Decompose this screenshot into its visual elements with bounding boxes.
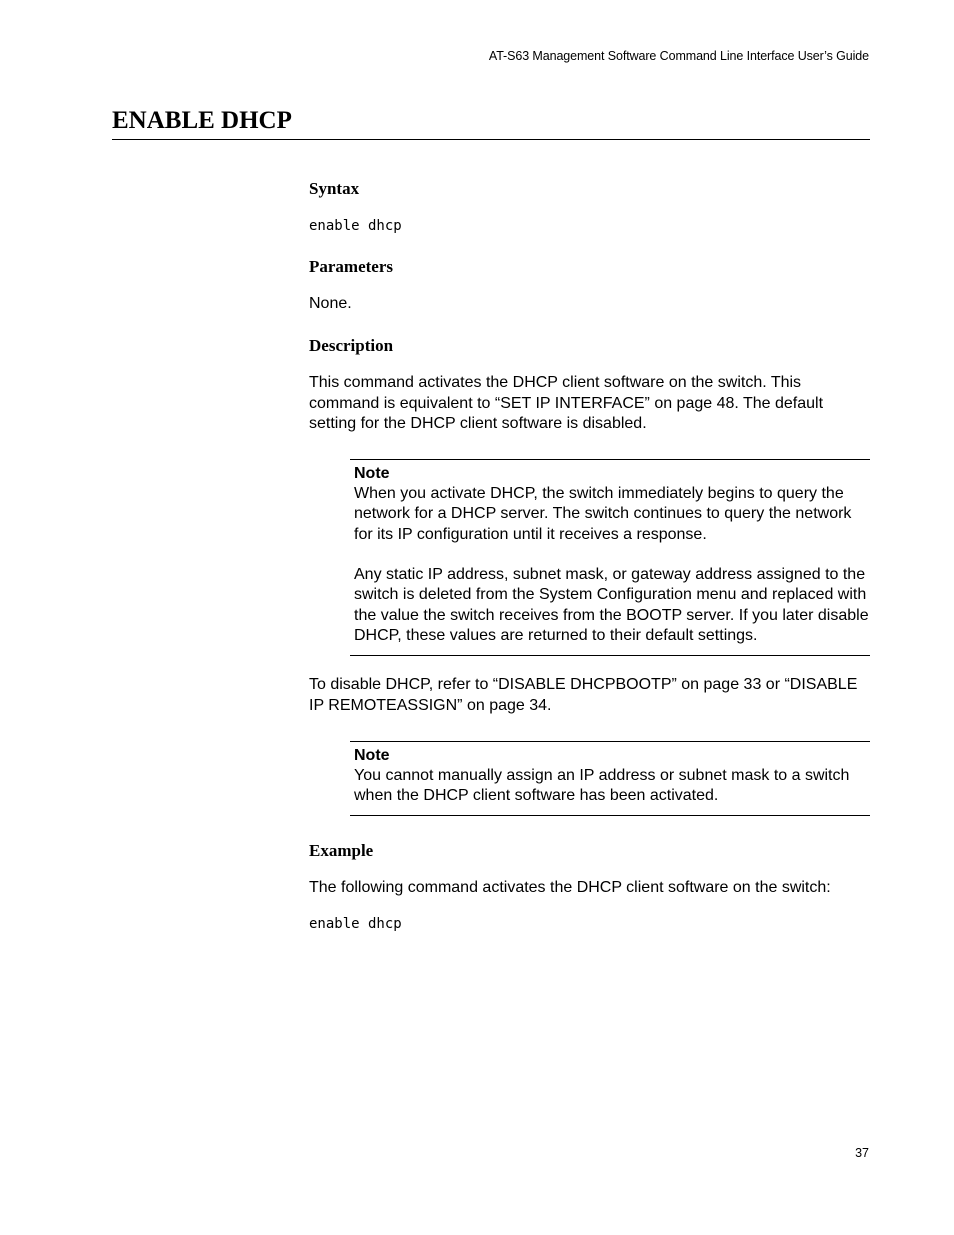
note-paragraph: You cannot manually assign an IP address or subnet mask to a switch when the DHCP client software has been activated. — [354, 766, 850, 805]
note-paragraph: Any static IP address, subnet mask, or gateway address assigned to the switch is deleted from the System Configuration menu and replaced with the value the switch receives from the BOOTP server. If you later disable DHCP, these values are returned to their default settings. — [354, 566, 869, 644]
note-box — [350, 741, 870, 817]
syntax-heading: Syntax — [309, 179, 360, 198]
syntax-command: enable dhcp — [309, 218, 402, 234]
note-box — [350, 459, 870, 656]
disable-reference-text: To disable DHCP, refer to “DISABLE DHCPBOOTP” on page 33 or “DISABLE IP REMOTEASSIGN” on page 34. — [309, 676, 858, 714]
page-title: ENABLE DHCP — [112, 106, 870, 140]
example-text: The following command activates the DHCP client software on the switch: — [309, 879, 831, 897]
description-text: This command activates the DHCP client software on the switch. This command is equivalent to “SET IP INTERFACE” on page 48. The default setting for the DHCP client software is disabled. — [309, 374, 824, 432]
page-number: 37 — [855, 1146, 869, 1160]
main-content — [309, 178, 870, 933]
description-heading: Description — [309, 336, 394, 356]
note-label: Note — [354, 465, 390, 483]
note-label: Note — [354, 746, 390, 764]
running-header: AT-S63 Management Software Command Line Interface User’s Guide — [488, 49, 869, 63]
example-heading: Example — [309, 841, 374, 861]
parameters-text: None. — [309, 295, 352, 312]
note-paragraph: When you activate DHCP, the switch immediately begins to query the network for a DHCP server. The switch continues to query the network for its IP configuration until it receives a response. — [354, 485, 852, 543]
example-command: enable dhcp — [309, 915, 402, 932]
parameters-heading: Parameters — [309, 257, 394, 276]
